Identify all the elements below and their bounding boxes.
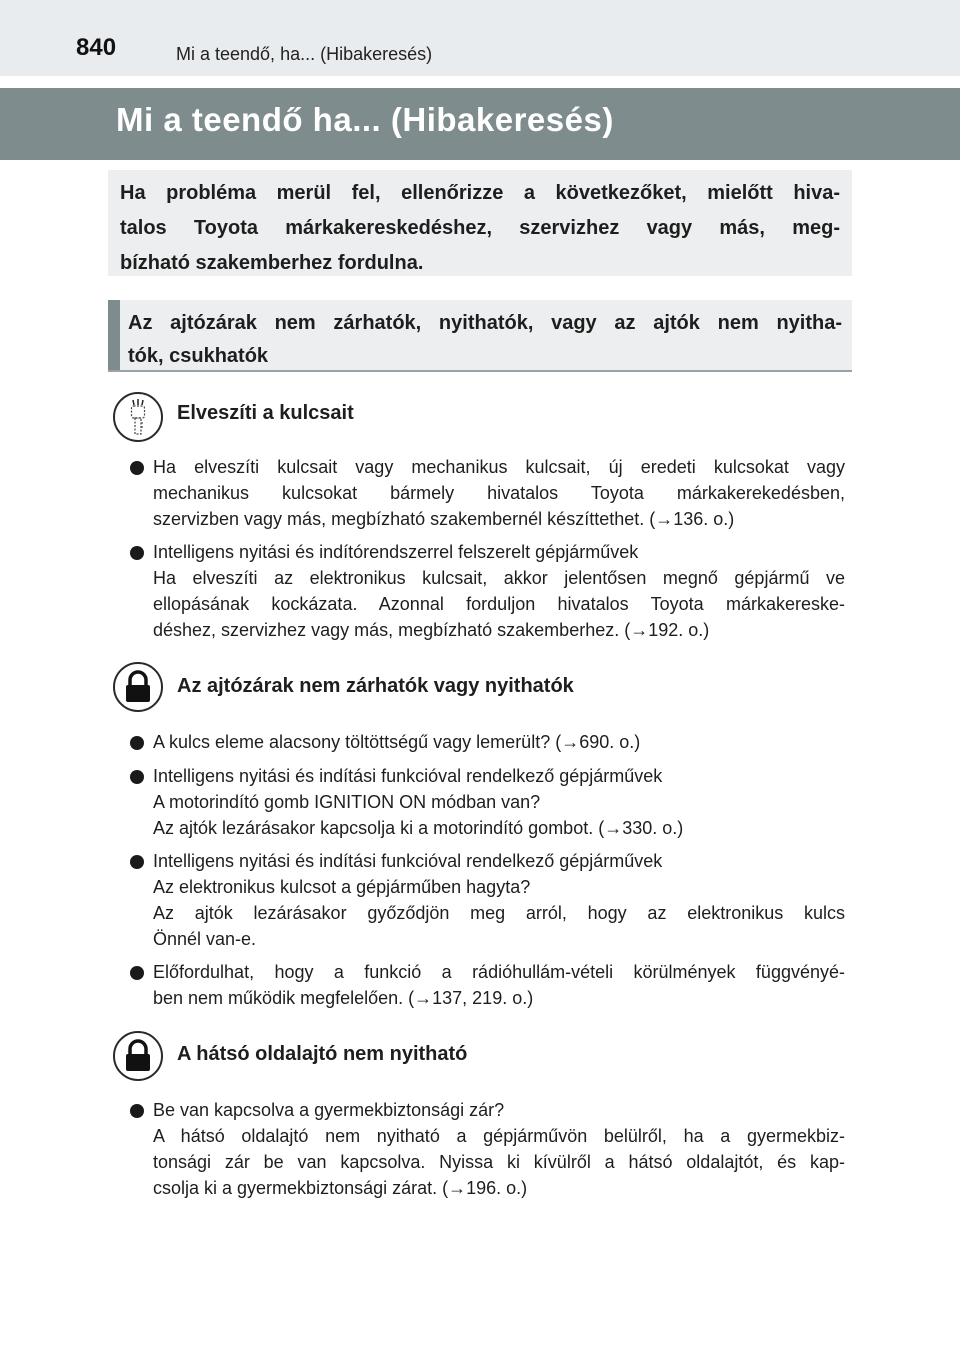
intro-line: Ha probléma merül fel, ellenőrizze a következőket, mielőtt hiva- (120, 182, 840, 204)
list-item (153, 959, 845, 1011)
text-line: Intelligens nyitási és indítási funkcióval rendelkező gépjárművek (153, 766, 663, 786)
text-line: A kulcs eleme alacsony töltöttségű vagy lemerült? (→690. o.) (153, 732, 641, 752)
list-item (153, 729, 845, 755)
text-line: déshez, szervizhez vagy más, megbízható szakemberhez. (→192. o.) (153, 620, 710, 640)
text-line: Ha elveszíti az elektronikus kulcsait, akkor jelentősen megnő gépjármű ve (153, 568, 845, 588)
bullet-icon (130, 770, 144, 784)
bullet-icon (130, 855, 144, 869)
section-title-line: tók, csukhatók (128, 345, 269, 367)
text-line: Az ajtók lezárásakor kapcsolja ki a motorindító gombot. (→330. o.) (153, 818, 684, 838)
bullet-icon (130, 546, 144, 560)
text-line: Az ajtók lezárásakor győződjön meg arról, hogy az elektronikus kulcs (153, 903, 845, 923)
page-number: 840 (76, 34, 117, 61)
section-title (128, 307, 842, 373)
text-line: A hátsó oldalajtó nem nyitható a gépjárművön belülről, ha a gyermekbiz- (153, 1126, 845, 1146)
intro-line: talos Toyota márkakereskedéshez, szervizhez vagy más, meg- (120, 217, 840, 239)
intro-text (120, 176, 840, 281)
bullet-icon (130, 1104, 144, 1118)
text-line: szervizben vagy más, megbízható szakembernél készíttethet. (→136. o.) (153, 509, 735, 529)
list-item (153, 539, 845, 643)
list-item (153, 763, 845, 841)
key-icon (113, 392, 163, 442)
text-line: Intelligens nyitási és indítási funkcióval rendelkező gépjárművek (153, 851, 663, 871)
list-item (153, 454, 845, 532)
text-line: Be van kapcsolva a gyermekbiztonsági zár? (153, 1100, 505, 1120)
section-accent-bar (108, 300, 120, 370)
text-line: ben nem működik megfelelően. (→137, 219. o.) (153, 988, 534, 1008)
text-line: mechanikus kulcsokat bármely hivatalos Toyota márkakerekedésben, (153, 483, 845, 503)
lock-icon (113, 1031, 163, 1081)
list-item (153, 1097, 845, 1201)
bullet-icon (130, 736, 144, 750)
running-title: Mi a teendő, ha... (Hibakeresés) (176, 44, 433, 64)
page-header (0, 0, 960, 76)
text-line: A motorindító gomb IGNITION ON módban van? (153, 792, 541, 812)
text-line: csolja ki a gyermekbiztonsági zárat. (→196. o.) (153, 1178, 528, 1198)
text-line: Előfordulhat, hogy a funkció a rádióhullám-vételi körülmények függvényé- (153, 962, 845, 982)
section-title-line: Az ajtózárak nem zárhatók, nyithatók, vagy az ajtók nem nyitha- (128, 312, 842, 334)
text-line: tonsági zár be van kapcsolva. Nyissa ki kívülről a hátsó oldalajtót, és kap- (153, 1152, 845, 1172)
text-line: Önnél van-e. (153, 929, 257, 949)
lock-icon (113, 662, 163, 712)
list-item (153, 848, 845, 952)
text-line: Intelligens nyitási és indítórendszerrel felszerelt gépjárművek (153, 542, 639, 562)
subsection-heading: Az ajtózárak nem zárhatók vagy nyithatók (177, 675, 574, 697)
text-line: Az elektronikus kulcsot a gépjárműben hagyta? (153, 877, 531, 897)
bullet-icon (130, 461, 144, 475)
page-title: Mi a teendő ha... (Hibakeresés) (116, 101, 614, 138)
subsection-heading: Elveszíti a kulcsait (177, 402, 354, 424)
text-line: ellopásának kockázata. Azonnal forduljon hivatalos Toyota márkakereske- (153, 594, 845, 614)
text-line: Ha elveszíti kulcsait vagy mechanikus kulcsait, új eredeti kulcsokat vagy (153, 457, 845, 477)
bullet-icon (130, 966, 144, 980)
intro-line: bízható szakemberhez fordulna. (120, 252, 424, 274)
subsection-heading: A hátsó oldalajtó nem nyitható (177, 1043, 468, 1065)
